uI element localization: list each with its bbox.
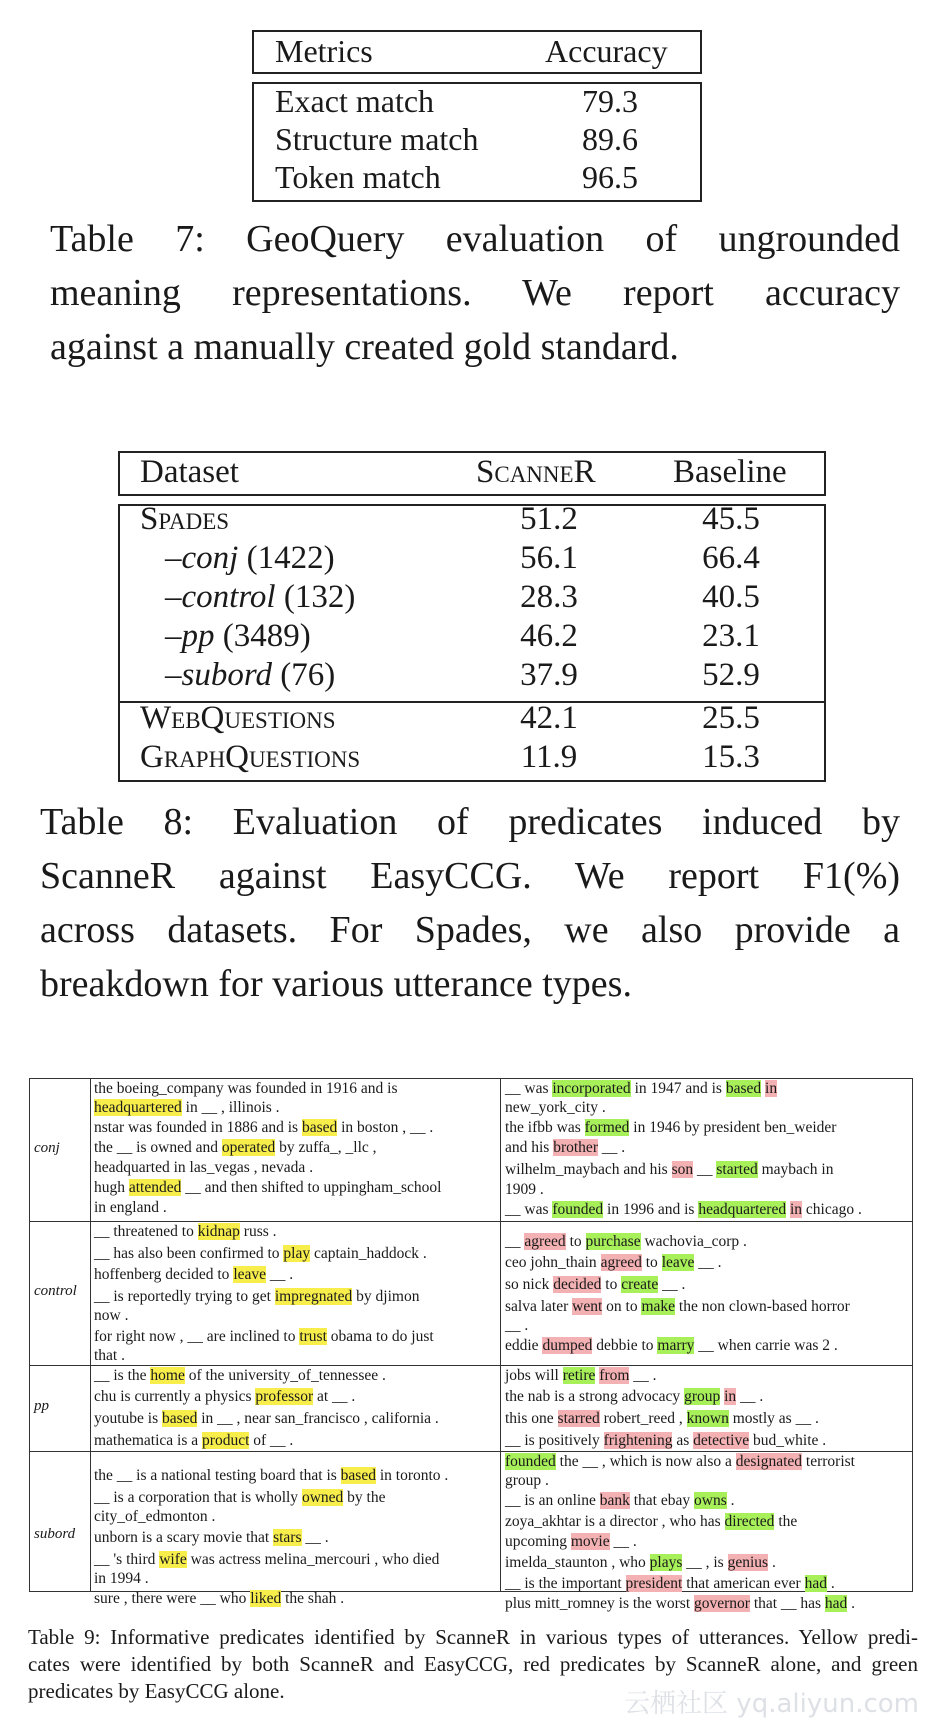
table9-category-conj: conj bbox=[34, 1140, 60, 1156]
example-line: __ is positively frightening as detective bud_white . bbox=[505, 1432, 827, 1449]
table8-row-baseline: 40.5 bbox=[702, 579, 760, 615]
caption-line: Table 9: Informative predicates identified by ScanneR in various types of utterances. Yellow predi- bbox=[28, 1625, 918, 1649]
row-count: (76) bbox=[280, 657, 336, 693]
example-line: and his brother __ . bbox=[505, 1139, 626, 1156]
example-line: founded the __ , which is now also a designated terrorist bbox=[505, 1453, 855, 1470]
example-line: __ is the important president that american ever had . bbox=[505, 1575, 835, 1592]
example-line: sure , there were __ who liked the shah . bbox=[94, 1590, 345, 1607]
table7-row-label: Token match bbox=[275, 159, 441, 195]
example-line: so nick decided to create __ . bbox=[505, 1276, 686, 1293]
example-line: unborn is a scary movie that stars __ . bbox=[94, 1529, 329, 1546]
table8-row-label: GraphQuestions bbox=[140, 739, 361, 775]
table8-header-dataset: Dataset bbox=[140, 454, 239, 490]
example-line: nstar was founded in 1886 and is based in boston , __ . bbox=[94, 1119, 434, 1136]
table8-row-baseline: 45.5 bbox=[702, 501, 760, 537]
table8-row-label: WebQuestions bbox=[140, 700, 336, 736]
table8-header-baseline: Baseline bbox=[673, 454, 787, 490]
example-line: in 1994 . bbox=[94, 1570, 149, 1587]
example-line: mathematica is a product of __ . bbox=[94, 1432, 294, 1449]
example-line: headquarted in las_vegas , nevada . bbox=[94, 1159, 314, 1176]
table8-row-scanner: 56.1 bbox=[520, 540, 578, 576]
table7-header-metrics: Metrics bbox=[275, 33, 373, 69]
example-line: __ is the home of the university_of_tennessee . bbox=[94, 1367, 386, 1384]
table8-row-scanner: 28.3 bbox=[520, 579, 578, 615]
example-line: __ is reportedly trying to get impregnated by djimon bbox=[94, 1288, 420, 1305]
table9-vline-category bbox=[90, 1078, 91, 1592]
table9-category-pp: pp bbox=[34, 1398, 49, 1414]
example-line: __ is a corporation that is wholly owned by the bbox=[94, 1489, 386, 1506]
table8-row-scanner: 46.2 bbox=[520, 618, 578, 654]
example-line: headquartered in __ , illinois . bbox=[94, 1099, 280, 1116]
example-line: now . bbox=[94, 1307, 129, 1324]
table8-row-label: Spades bbox=[140, 501, 230, 537]
caption-line: ScanneR against EasyCCG. We report F1(%) bbox=[40, 855, 900, 897]
table8-row-baseline: 15.3 bbox=[702, 739, 760, 775]
row-count: (1422) bbox=[246, 540, 335, 576]
example-line: ceo john_thain agreed to leave __ . bbox=[505, 1254, 722, 1271]
example-line: __ is an online bank that ebay owns . bbox=[505, 1492, 735, 1509]
table7-header-accuracy: Accuracy bbox=[545, 33, 668, 69]
row-count: (132) bbox=[283, 579, 356, 615]
caption-line: predicates by EasyCCG alone. bbox=[28, 1679, 285, 1703]
example-line: __ agreed to purchase wachovia_corp . bbox=[505, 1233, 747, 1250]
table8-row-baseline: 52.9 bbox=[702, 657, 760, 693]
table8-row-scanner: 11.9 bbox=[520, 739, 578, 775]
table8-row-baseline: 66.4 bbox=[702, 540, 760, 576]
table9-category-subord: subord bbox=[34, 1526, 76, 1542]
example-line: __ threatened to kidnap russ . bbox=[94, 1223, 277, 1240]
table7-row-value: 89.6 bbox=[582, 121, 638, 157]
example-line: this one starred robert_reed , known mostly as __ . bbox=[505, 1410, 819, 1427]
table7-row-label: Structure match bbox=[275, 121, 479, 157]
example-line: the ifbb was formed in 1946 by president ben_weider bbox=[505, 1119, 837, 1136]
example-line: the boeing_company was founded in 1916 and is bbox=[94, 1080, 398, 1097]
caption-line: against a manually created gold standard. bbox=[50, 326, 679, 368]
example-line: hugh attended __ and then shifted to uppingham_school bbox=[94, 1179, 442, 1196]
example-line: eddie dumped debbie to marry __ when carrie was 2 . bbox=[505, 1337, 838, 1354]
row-name: –control bbox=[165, 579, 276, 615]
example-line: __ has also been confirmed to play captain_haddock . bbox=[94, 1245, 427, 1262]
example-line: new_york_city . bbox=[505, 1099, 606, 1116]
table8-row-label bbox=[165, 577, 355, 617]
example-line: chu is currently a physics professor at __ . bbox=[94, 1388, 356, 1405]
table7-caption bbox=[50, 212, 900, 374]
example-line: the nab is a strong advocacy group in __ . bbox=[505, 1388, 764, 1405]
example-line: city_of_edmonton . bbox=[94, 1508, 216, 1525]
example-line: zoya_akhtar is a director , who has directed the bbox=[505, 1513, 798, 1530]
example-line: that . bbox=[94, 1347, 125, 1364]
table8-row-scanner: 42.1 bbox=[520, 700, 578, 736]
example-line: __ . bbox=[505, 1317, 529, 1334]
table7-row-label: Exact match bbox=[275, 83, 435, 119]
example-line: plus mitt_romney is the worst governor that __ has had . bbox=[505, 1595, 856, 1612]
example-line: upcoming movie __ . bbox=[505, 1533, 637, 1550]
table8-row-label bbox=[165, 616, 311, 656]
example-line: imelda_staunton , who plays __ , is genius . bbox=[505, 1554, 776, 1571]
table8-header-scanner: ScanneR bbox=[476, 454, 596, 490]
example-line: __ was incorporated in 1947 and is based in bbox=[505, 1080, 778, 1097]
table7-row-value: 79.3 bbox=[582, 83, 638, 119]
table9-vline-middle bbox=[500, 1078, 501, 1592]
table9-category-control: control bbox=[34, 1283, 77, 1299]
watermark: 云栖社区 yq.aliyun.com bbox=[624, 1689, 919, 1719]
example-line: the __ is a national testing board that is based in toronto . bbox=[94, 1467, 449, 1484]
example-line: group . bbox=[505, 1472, 549, 1489]
example-line: hoffenberg decided to leave __ . bbox=[94, 1266, 294, 1283]
example-line: jobs will retire from __ . bbox=[505, 1367, 657, 1384]
caption-line: across datasets. For Spades, we also provide a bbox=[40, 909, 900, 951]
caption-line: Table 8: Evaluation of predicates induced by bbox=[40, 801, 900, 843]
table8-row-scanner: 51.2 bbox=[520, 501, 578, 537]
example-line: in england . bbox=[94, 1199, 167, 1216]
example-line: wilhelm_maybach and his son __ started maybach in bbox=[505, 1161, 834, 1178]
example-line: for right now , __ are inclined to trust obama to do just bbox=[94, 1328, 434, 1345]
row-name: –subord bbox=[165, 657, 272, 693]
example-line: youtube is based in __ , near san_francisco , california . bbox=[94, 1410, 439, 1427]
table8-row-label bbox=[165, 655, 335, 695]
row-name: –pp bbox=[165, 618, 215, 654]
example-line: __ 's third wife was actress melina_mercouri , who died bbox=[94, 1551, 440, 1568]
example-line: the __ is owned and operated by zuffa_, _llc , bbox=[94, 1139, 377, 1156]
example-line: __ was founded in 1996 and is headquartered in chicago . bbox=[505, 1201, 862, 1218]
table8-row-baseline: 25.5 bbox=[702, 700, 760, 736]
caption-line: meaning representations. We report accuracy bbox=[50, 272, 900, 314]
table8-row-scanner: 37.9 bbox=[520, 657, 578, 693]
caption-line: cates were identified by both ScanneR and EasyCCG, red predicates by ScanneR alone, and green bbox=[28, 1652, 918, 1676]
row-name: –conj bbox=[165, 540, 239, 576]
caption-line: breakdown for various utterance types. bbox=[40, 963, 632, 1005]
table8-row-baseline: 23.1 bbox=[702, 618, 760, 654]
row-count: (3489) bbox=[222, 618, 311, 654]
example-line: salva later went on to make the non clown-based horror bbox=[505, 1298, 850, 1315]
example-line: 1909 . bbox=[505, 1181, 544, 1198]
table8-row-label bbox=[165, 538, 335, 578]
table7-row-value: 96.5 bbox=[582, 159, 638, 195]
caption-line: Table 7: GeoQuery evaluation of ungrounded bbox=[50, 218, 900, 260]
table8-caption bbox=[40, 795, 900, 1011]
